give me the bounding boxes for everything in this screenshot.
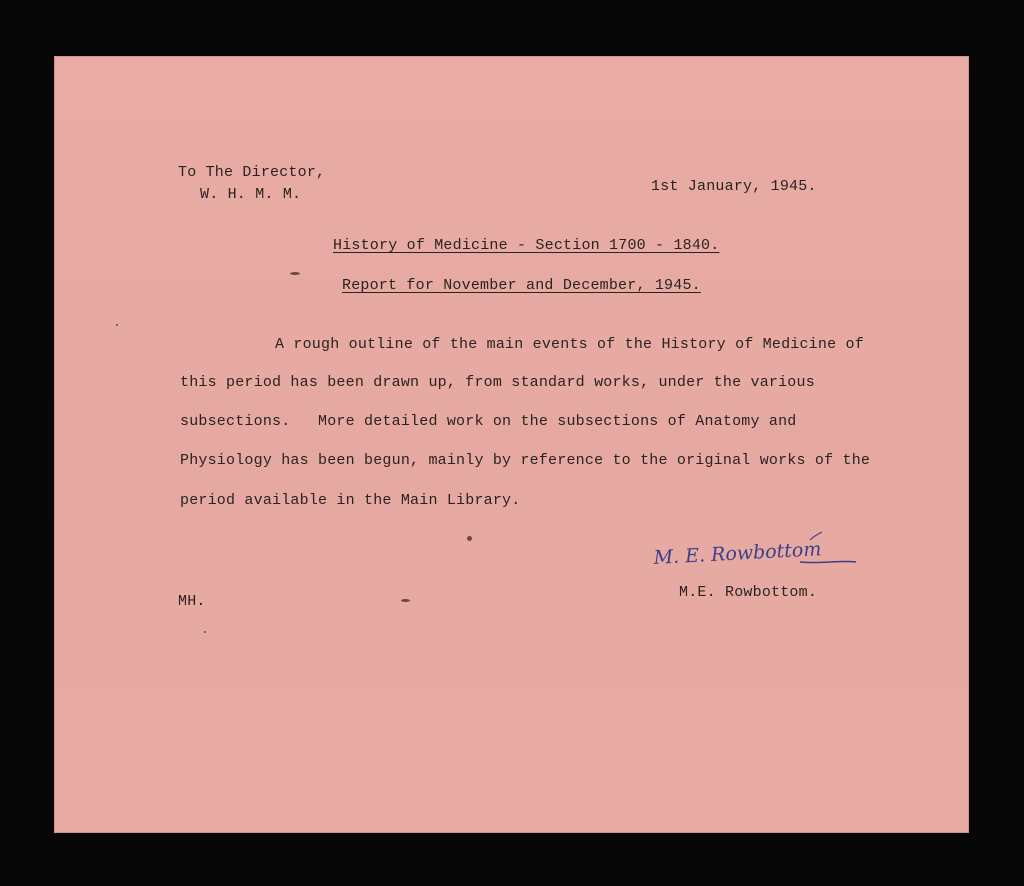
body-line-5: period available in the Main Library. (180, 492, 521, 509)
paper-speck (116, 324, 118, 326)
addressee-line-2: W. H. M. M. (200, 186, 302, 203)
report-title-line-2: Report for November and December, 1945. (342, 277, 701, 294)
body-line-2: this period has been drawn up, from standard works, under the various (180, 374, 815, 391)
report-title-line-1: History of Medicine - Section 1700 - 1840. (333, 237, 720, 254)
paper-speck (467, 536, 472, 541)
paper-speck (204, 631, 206, 633)
letter-date: 1st January, 1945. (651, 178, 817, 195)
handwritten-signature (650, 526, 860, 586)
signature-text: M. E. Rowbottom (653, 538, 822, 569)
signature-flourish (800, 561, 856, 562)
body-line-4: Physiology has been begun, mainly by reference to the original works of the (180, 452, 871, 469)
letter-sheet (54, 56, 969, 833)
body-line-3: subsections. More detailed work on the subsections of Anatomy and (180, 413, 797, 430)
typist-initials: MH. (178, 593, 206, 610)
signatory-name: M.E. Rowbottom. (679, 584, 818, 601)
paper-speck (290, 272, 300, 275)
body-line-1: A rough outline of the main events of the History of Medicine of (275, 336, 864, 353)
addressee-line-1: To The Director, (178, 164, 326, 181)
paper-speck (401, 599, 410, 602)
